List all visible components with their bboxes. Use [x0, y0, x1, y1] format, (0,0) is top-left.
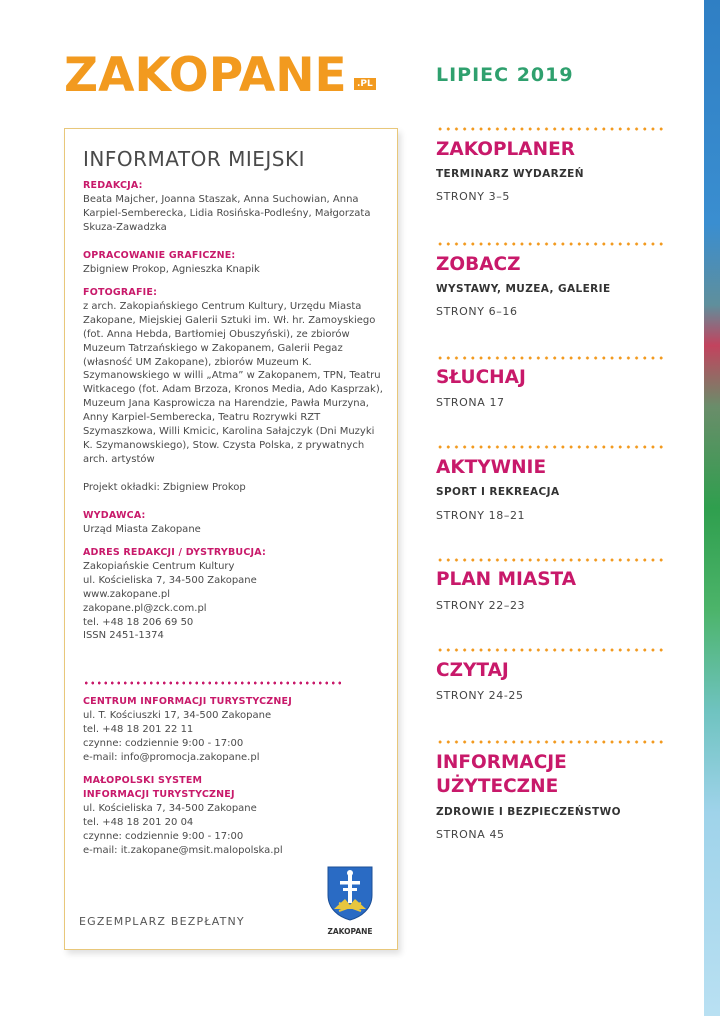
foto-section — [83, 286, 383, 467]
zakopane-logo[interactable] — [64, 48, 373, 103]
section-pages: STRONA 17 — [436, 396, 505, 409]
grafika-text: Zbigniew Prokop, Agnieszka Knapik — [83, 263, 260, 275]
section-pages: STRONY 22–23 — [436, 599, 526, 612]
msit-line: ul. Kościeliska 7, 34-500 Zakopane — [83, 802, 257, 814]
section-heading-czytaj[interactable]: CZYTAJ — [436, 660, 509, 681]
cit-email-link[interactable]: e-mail: info@promocja.zakopane.pl — [83, 751, 260, 763]
msit-section — [83, 774, 383, 857]
grafika-label: OPRACOWANIE GRAFICZNE: — [83, 250, 236, 261]
cit-label: CENTRUM INFORMACJI TURYSTYCZNEJ — [83, 696, 292, 707]
dotted-divider — [83, 681, 343, 685]
section-pages: STRONY 18–21 — [436, 509, 526, 522]
msit-email-link[interactable]: e-mail: it.zakopane@msit.malopolska.pl — [83, 844, 283, 856]
section-heading-sluchaj[interactable]: SŁUCHAJ — [436, 367, 526, 388]
dotted-divider — [436, 558, 664, 562]
crest-caption: ZAKOPANE — [327, 927, 373, 936]
adres-line: ISSN 2451-1374 — [83, 630, 164, 642]
grafika-section — [83, 249, 383, 277]
cit-section — [83, 695, 383, 765]
section-subtitle: TERMINARZ WYDARZEŃ — [436, 168, 584, 180]
msit-label: INFORMACJI TURYSTYCZNEJ — [83, 788, 235, 800]
logo-text: ZAKOPANE — [64, 48, 347, 103]
dotted-divider — [436, 127, 664, 131]
section-pages: STRONY 6–16 — [436, 305, 518, 318]
wydawca-section — [83, 509, 383, 537]
msit-line: czynne: codziennie 9:00 - 17:00 — [83, 830, 244, 842]
issue-month: LIPIEC 2019 — [436, 64, 574, 86]
foto-label: FOTOGRAFIE: — [83, 287, 158, 298]
section-heading-zobacz[interactable]: ZOBACZ — [436, 254, 521, 275]
free-copy-note: EGZEMPLARZ BEZPŁATNY — [79, 915, 245, 928]
msit-label: MAŁOPOLSKI SYSTEM — [83, 775, 203, 786]
coat-of-arms-icon — [325, 865, 375, 921]
adres-line: ul. Kościeliska 7, 34-500 Zakopane — [83, 574, 257, 586]
wydawca-text: Urząd Miasta Zakopane — [83, 523, 201, 535]
dotted-divider — [436, 740, 664, 744]
redakcja-section — [83, 179, 383, 235]
section-subtitle: WYSTAWY, MUZEA, GALERIE — [436, 283, 611, 295]
cit-line: czynne: codziennie 9:00 - 17:00 — [83, 737, 244, 749]
info-panel — [64, 128, 398, 950]
adres-line: Zakopiańskie Centrum Kultury — [83, 560, 235, 572]
section-heading-plan-miasta[interactable]: PLAN MIASTA — [436, 569, 577, 590]
section-pages: STRONY 3–5 — [436, 190, 510, 203]
section-subtitle: ZDROWIE I BEZPIECZEŃSTWO — [436, 806, 621, 818]
cit-line: tel. +48 18 201 22 11 — [83, 723, 194, 735]
cit-line: ul. T. Kościuszki 17, 34-500 Zakopane — [83, 709, 272, 721]
adres-line: tel. +48 18 206 69 50 — [83, 616, 194, 628]
section-heading-aktywnie[interactable]: AKTYWNIE — [436, 457, 547, 478]
section-pages: STRONY 24-25 — [436, 689, 524, 702]
foto-text: z arch. Zakopiańskiego Centrum Kultury, Urzędu Miasta Zakopane, Miejskiej Galerii Sztuki im. Wł. hr. Zamoyskiego (fot. Anna Hebda, Bartłomiej Obuszyński), ze zbiorów Muzeum Tatrzańskiego w Zakopanem, Galerii Pegaz (własność UM Zakopane), zbiorów Muzeum K. Szymanowskiego w willi „Atma” w Zakopanem, TPN, Teatru Witkacego (fot. Adam Brzoza, Kronos Media, Ado Kasprzak), Muzeum Jana Kasprowicza na Harendzie, Pawła Murzyna, Anny Karpiel-Semberecka, Teatru Rozrywki RZT Szymaszkowa, Willi Kmicic, Karolina Sałajczyk (Dni Muzyki K. Szymanowskiego), Stow. Czysta Polska, z prywatnych arch. artystów — [83, 300, 383, 465]
redakcja-label: REDAKCJA: — [83, 180, 143, 191]
okladka-credit: Projekt okładki: Zbigniew Prokop — [83, 482, 246, 493]
coat-of-arms — [325, 865, 375, 936]
section-heading-informacje-uzyteczne[interactable] — [436, 751, 567, 799]
website-link[interactable]: www.zakopane.pl — [83, 588, 170, 600]
panel-title: INFORMATOR MIEJSKI — [83, 147, 305, 171]
email-link[interactable]: zakopane.pl@zck.com.pl — [83, 602, 207, 614]
redakcja-text: Beata Majcher, Joanna Staszak, Anna Suchowian, Anna Karpiel-Semberecka, Lidia Rosińska-Podleśny, Małgorzata Skuza-Zawadzka — [83, 193, 371, 233]
heading-line: UŻYTECZNE — [436, 776, 559, 797]
adres-section — [83, 546, 383, 643]
dotted-divider — [436, 648, 664, 652]
dotted-divider — [436, 356, 664, 360]
decorative-side-strip — [704, 0, 720, 1016]
dotted-divider — [436, 445, 664, 449]
msit-line: tel. +48 18 201 20 04 — [83, 816, 194, 828]
wydawca-label: WYDAWCA: — [83, 510, 146, 521]
dotted-divider — [436, 242, 664, 246]
heading-line: INFORMACJE — [436, 752, 567, 773]
logo-suffix: .PL — [354, 78, 376, 90]
section-subtitle: SPORT I REKREACJA — [436, 486, 560, 498]
section-heading-zakoplaner[interactable]: ZAKOPLANER — [436, 139, 575, 160]
adres-label: ADRES REDAKCJI / DYSTRYBUCJA: — [83, 547, 266, 558]
section-pages: STRONA 45 — [436, 828, 505, 841]
